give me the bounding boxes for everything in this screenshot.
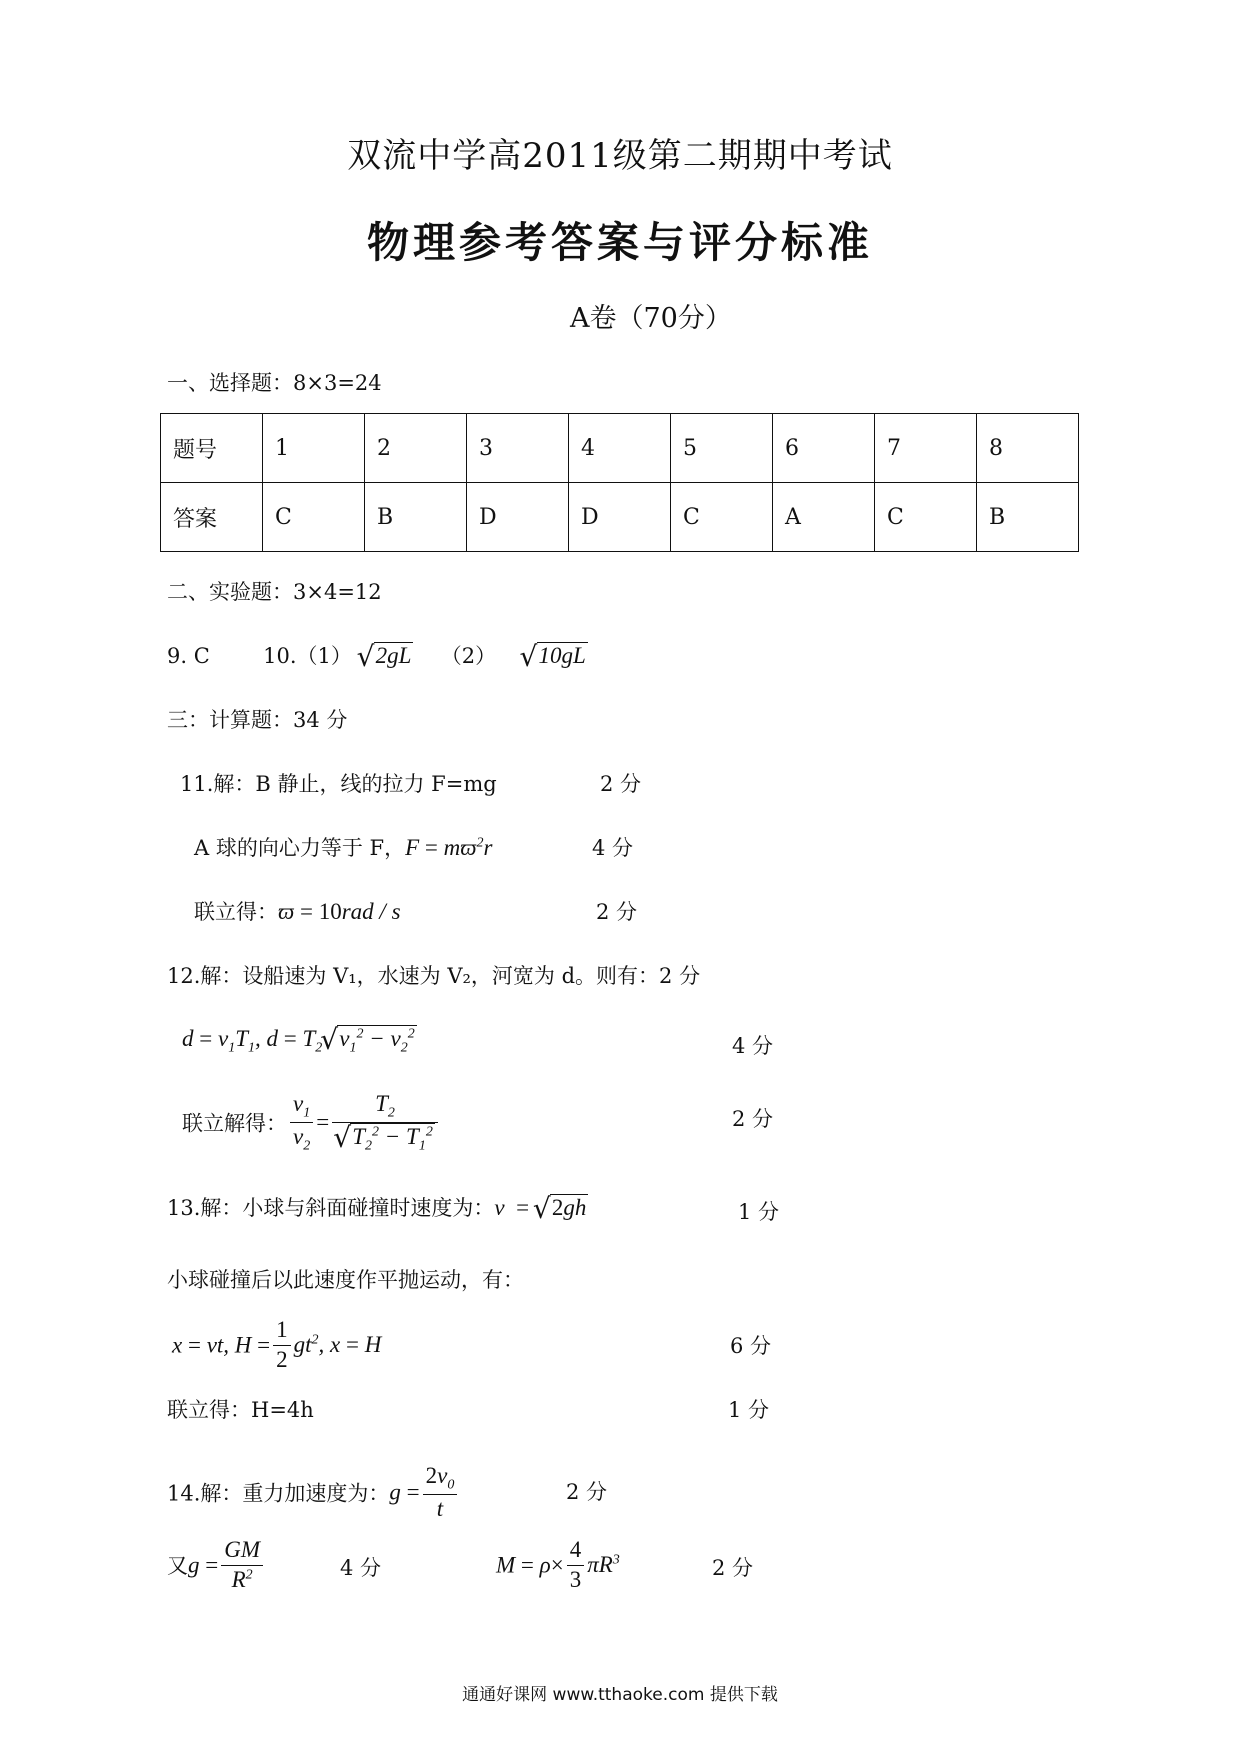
q13-velocity: v = √ 2gh xyxy=(494,1195,588,1220)
q12-line2 xyxy=(182,1026,417,1057)
table-cell: C xyxy=(263,483,365,552)
table-cell: B xyxy=(365,483,467,552)
table-row xyxy=(161,483,1079,552)
q14-formula-m-wrap xyxy=(496,1536,620,1595)
table-cell: C xyxy=(875,483,977,552)
table-cell: 7 xyxy=(875,414,977,483)
q14-formula-g: g = $\frac{GM}{R^2}$ xyxy=(188,1551,266,1576)
q11-line1: 11.解：B 静止，线的拉力 F=mg xyxy=(180,772,497,796)
q10-mid: （2） xyxy=(440,644,497,668)
table-cell: D xyxy=(467,483,569,552)
q11-line3: 联立得：ϖ = 10rad / s xyxy=(194,899,401,924)
q11-score3: 2 分 xyxy=(596,900,638,924)
table-cell: 4 xyxy=(569,414,671,483)
q14-gravity: g = $\frac{2v_0}{t}$ xyxy=(389,1478,460,1503)
q14-formula-m: M = ρ× $\frac{4}{3}$ $\pi R^3$ xyxy=(496,1537,620,1592)
row-label: 题号 xyxy=(161,414,263,483)
q11-line2: A 球的向心力等于 F，$F = mϖ^2r$ xyxy=(194,835,493,860)
table-cell: 2 xyxy=(365,414,467,483)
table-cell: B xyxy=(977,483,1079,552)
table-row xyxy=(161,414,1079,483)
q14-score2a: 4 分 xyxy=(340,1556,382,1580)
table-cell: 8 xyxy=(977,414,1079,483)
q14-score2b: 2 分 xyxy=(712,1556,754,1580)
q13-score3: 6 分 xyxy=(730,1334,772,1358)
q13-line4: 联立得：H=4h xyxy=(167,1398,314,1422)
q12-score2: 4 分 xyxy=(732,1034,774,1058)
q11-score2: 4 分 xyxy=(592,836,634,860)
table-cell: 6 xyxy=(773,414,875,483)
section-a-title: A卷（70分） xyxy=(570,303,732,334)
footer-source: 通通好课网 www.tthaoke.com 提供下载 xyxy=(462,1685,778,1705)
table-cell: 5 xyxy=(671,414,773,483)
section3-heading: 三：计算题：34 分 xyxy=(167,708,348,732)
q13-line2: 小球碰撞后以此速度作平抛运动，有： xyxy=(167,1268,524,1292)
table-cell: A xyxy=(773,483,875,552)
answer-table xyxy=(160,413,1079,552)
table-cell: 1 xyxy=(263,414,365,483)
q14-line1: 14.解：重力加速度为：g = $\frac{2v_0}{t}$ xyxy=(167,1462,460,1524)
q11-score1: 2 分 xyxy=(600,772,642,796)
q12-formula: $d = v_1T_1$, $d = T_2√$ $v_1^2 - v_2^2$ xyxy=(182,1026,417,1051)
section2-heading: 二、实验题：3×4=12 xyxy=(167,580,382,604)
q9-answer: 9. C xyxy=(167,644,210,668)
q14-score1: 2 分 xyxy=(566,1480,608,1504)
q12-line1: 12.解：设船速为 V₁，水速为 V₂，河宽为 d。则有：2 分 xyxy=(167,964,701,988)
table-cell: D xyxy=(569,483,671,552)
row-label: 答案 xyxy=(161,483,263,552)
exam-title: 双流中学高2011级第二期期中考试 xyxy=(347,136,893,176)
q9-10-line xyxy=(167,640,588,670)
q13-line3 xyxy=(172,1316,381,1375)
q11-result: ϖ = 10rad / s xyxy=(278,899,401,924)
doc-title: 物理参考答案与评分标准 xyxy=(366,218,873,267)
q13-score4: 1 分 xyxy=(728,1398,770,1422)
q12-result: $\frac{v_1}{v_2}$ = $T_2$ √ $T_2^2 - T_1^2$ xyxy=(287,1108,441,1133)
q10-answer-2: √ 10gL xyxy=(522,643,588,669)
table-cell: 3 xyxy=(467,414,569,483)
q11-formula-force: $F = mϖ^2r$ xyxy=(405,835,493,860)
q10-label: 10.（1） xyxy=(263,644,352,668)
q13-formula: x = vt, H = $\frac{1}{2}$ $gt^2$, x = H xyxy=(172,1317,382,1372)
q13-score1: 1 分 xyxy=(738,1200,780,1224)
table-cell: C xyxy=(671,483,773,552)
q13-line1: 13.解：小球与斜面碰撞时速度为：v = √ 2gh xyxy=(167,1192,588,1222)
q12-score3: 2 分 xyxy=(732,1107,774,1131)
q10-answer-1: √ 2gL xyxy=(359,643,414,669)
q14-line2: 又g = $\frac{GM}{R^2}$ xyxy=(167,1536,266,1595)
section1-heading: 一、选择题：8×3=24 xyxy=(167,371,382,395)
q12-line3: 联立解得： $\frac{v_1}{v_2}$ = $T_2$ √ $T_2^2 - T_1^2$ xyxy=(182,1090,441,1155)
